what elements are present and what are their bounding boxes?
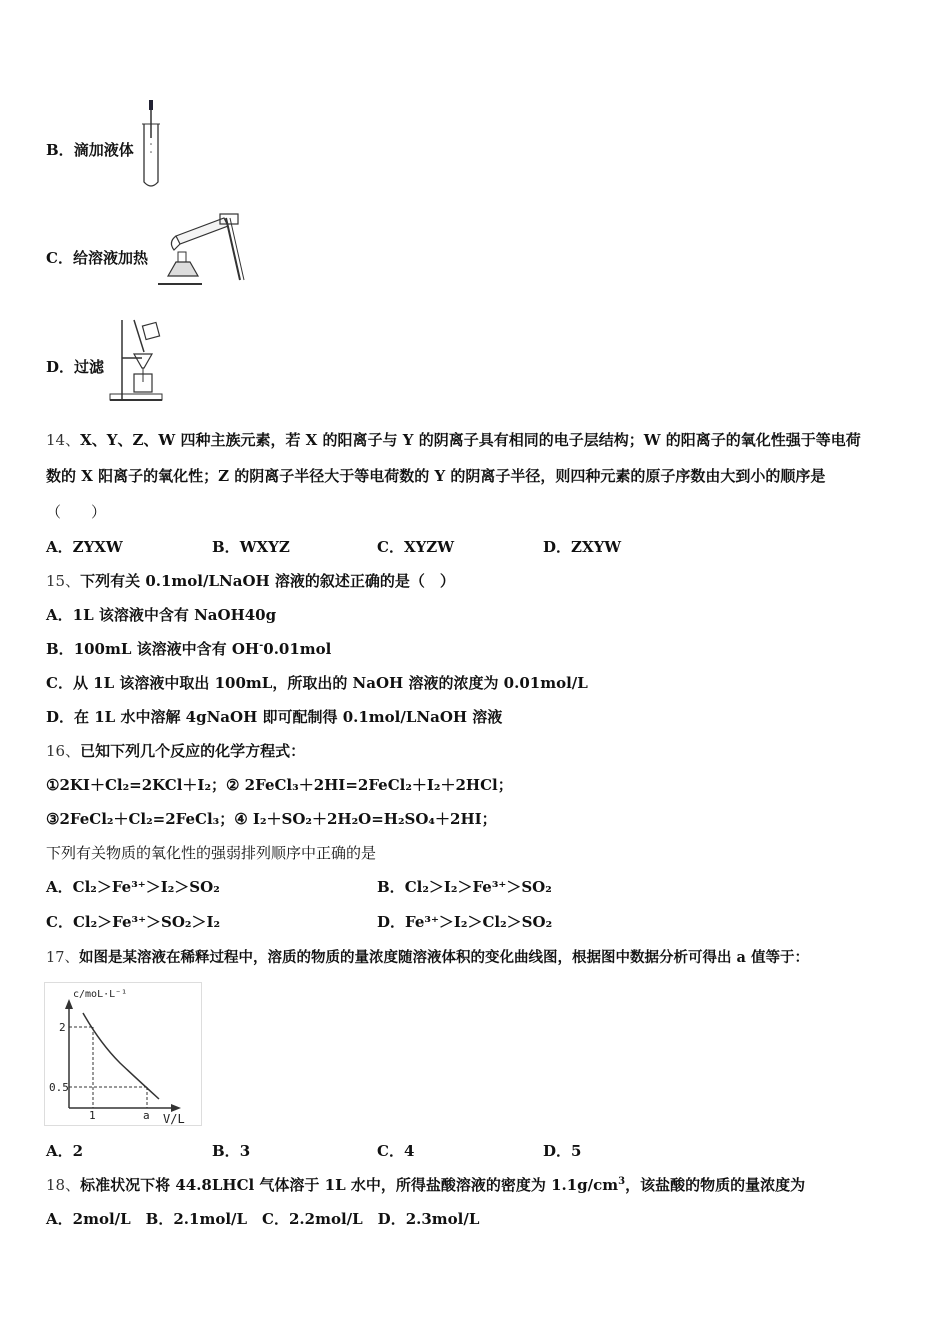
option-letter: A． — [46, 878, 73, 896]
option-letter: A． — [46, 606, 73, 624]
q15-option-b[interactable] — [46, 639, 331, 659]
option-text: Cl₂＞I₂＞Fe³⁺＞SO₂ — [404, 878, 552, 896]
q14-stem-line2: 数的 X 阳离子的氧化性；Z 的阴离子半径大于等电荷数的 Y 的阴离子半径，则四种元素的原子序数由大到小的顺序是 — [46, 467, 826, 485]
option-text: 4 — [403, 1142, 415, 1160]
option-letter: C． — [377, 1142, 404, 1160]
option-letter: C． — [377, 538, 404, 556]
option-letter: D． — [543, 1142, 572, 1160]
q13-option-c — [46, 248, 148, 268]
q17-option-d[interactable] — [543, 1141, 581, 1161]
y-tick-2: 2 — [59, 1021, 66, 1034]
option-letter: B． — [212, 1142, 240, 1160]
superscript: 3 — [618, 1176, 626, 1187]
option-text: WXYZ — [239, 538, 290, 556]
question-number: 15、 — [46, 572, 81, 590]
option-letter: D． — [543, 538, 572, 556]
heating-test-tube-figure — [156, 206, 248, 290]
q15-stem — [46, 571, 455, 591]
option-letter: D． — [46, 358, 75, 376]
x-axis-label: V/L — [163, 1112, 185, 1125]
option-text: 在 1L 水中溶解 4gNaOH 即可配制得 0.1mol/LNaOH 溶液 — [74, 708, 503, 726]
option-text: 3 — [239, 1142, 251, 1160]
filtration-apparatus-figure — [108, 316, 166, 406]
q14-option-b[interactable] — [212, 537, 290, 557]
question-number: 18、 — [46, 1176, 81, 1194]
q17-option-a[interactable] — [46, 1141, 83, 1161]
q16-equations-line2: ③2FeCl₂＋Cl₂=2FeCl₃；④ I₂＋SO₂＋2H₂O=H₂SO₄＋2HI； — [46, 810, 497, 828]
option-letter: B． — [46, 141, 74, 159]
question-text: 如图是某溶液在稀释过程中，溶质的物质的量浓度随溶液体积的变化曲线图，根据图中数据分析可得出 a 值等于： — [78, 949, 809, 966]
q14-blank: （ ） — [46, 503, 107, 521]
option-letter: C． — [46, 913, 73, 931]
q18-stem — [46, 1175, 805, 1195]
option-letter: C． — [46, 249, 73, 267]
q16-option-a[interactable] — [46, 877, 220, 897]
q15-option-d[interactable] — [46, 707, 502, 727]
option-letter: A． — [46, 1142, 73, 1160]
question-text: 下列有关 0.1mol/LNaOH 溶液的叙述正确的是（ ） — [80, 572, 455, 590]
option-letter: D． — [46, 708, 75, 726]
option-letter: D． — [377, 913, 406, 931]
q16-stem — [46, 741, 305, 761]
q15-option-a[interactable] — [46, 605, 276, 625]
concentration-volume-chart — [44, 982, 202, 1126]
question-text: 标准状况下将 44.8LHCl 气体溶于 1L 水中，所得盐酸溶液的密度为 1.1g/cm — [80, 1176, 619, 1194]
q15-option-c[interactable] — [46, 673, 588, 693]
question-number: 16、 — [46, 742, 81, 760]
option-text: 从 1L 该溶液中取出 100mL，所取出的 NaOH 溶液的浓度为 0.01mol/L — [72, 674, 588, 692]
option-text: 1L 该溶液中含有 NaOH40g — [72, 606, 277, 624]
option-text: 5 — [571, 1142, 582, 1160]
q18-options[interactable]: A．2mol/L B．2.1mol/L C．2.2mol/L D．2.3mol/L — [46, 1210, 480, 1228]
option-text: 100mL 该溶液中含有 OH — [73, 640, 260, 658]
concentration-curve — [83, 1013, 159, 1099]
chart-svg — [45, 983, 201, 1125]
question-number: 14、 — [46, 431, 81, 449]
option-text: Cl₂＞Fe³⁺＞I₂＞SO₂ — [72, 878, 220, 896]
option-text: ZXYW — [571, 538, 622, 556]
option-text: Fe³⁺＞I₂＞Cl₂＞SO₂ — [405, 913, 553, 931]
option-text: 滴加液体 — [73, 141, 134, 159]
option-letter: B． — [46, 640, 74, 658]
q16-option-b[interactable] — [377, 877, 552, 897]
option-text: 过滤 — [74, 358, 105, 376]
q14-option-a[interactable] — [46, 537, 123, 557]
q14-option-c[interactable] — [377, 537, 454, 557]
q17-option-c[interactable] — [377, 1141, 414, 1161]
y-axis-label: c/moL·L⁻¹ — [73, 989, 128, 1000]
q16-option-d[interactable] — [377, 912, 552, 932]
q14-stem-line1 — [46, 430, 861, 450]
option-letter: A． — [46, 538, 73, 556]
question-number: 17、 — [46, 950, 79, 966]
q17-stem — [46, 948, 809, 968]
q13-option-b — [46, 140, 134, 160]
option-text: XYZW — [403, 538, 455, 556]
option-text: 给溶液加热 — [72, 249, 148, 267]
superscript: - — [259, 640, 264, 651]
question-text: X、Y、Z、W 四种主族元素，若 X 的阳离子与 Y 的阴离子具有相同的电子层结构；W 的阳离子的氧化性强于等电荷 — [80, 431, 861, 449]
option-text: ZYXW — [72, 538, 123, 556]
test-tube-dropper-figure — [138, 98, 168, 190]
q16-option-c[interactable] — [46, 912, 220, 932]
question-text: 已知下列几个反应的化学方程式： — [80, 742, 306, 760]
option-letter: B． — [212, 538, 240, 556]
y-tick-0.5: 0.5 — [49, 1081, 69, 1094]
question-text-post: ，该盐酸的物质的量浓度为 — [625, 1176, 806, 1194]
q14-option-d[interactable] — [543, 537, 621, 557]
q16-equations-line1: ①2KI＋Cl₂=2KCl＋I₂；② 2FeCl₃＋2HI=2FeCl₂＋I₂＋2HCl； — [46, 776, 513, 794]
q13-option-d — [46, 357, 104, 377]
option-text: 2 — [72, 1142, 84, 1160]
option-text-post: 0.01mol — [263, 640, 332, 658]
q16-question: 下列有关物质的氧化性的强弱排列顺序中正确的是 — [46, 844, 377, 862]
x-tick-1: 1 — [89, 1109, 96, 1122]
option-letter: C． — [46, 674, 73, 692]
q17-option-b[interactable] — [212, 1141, 250, 1161]
option-letter: B． — [377, 878, 405, 896]
option-text: Cl₂＞Fe³⁺＞SO₂＞I₂ — [72, 913, 221, 931]
x-tick-a: a — [143, 1109, 150, 1122]
